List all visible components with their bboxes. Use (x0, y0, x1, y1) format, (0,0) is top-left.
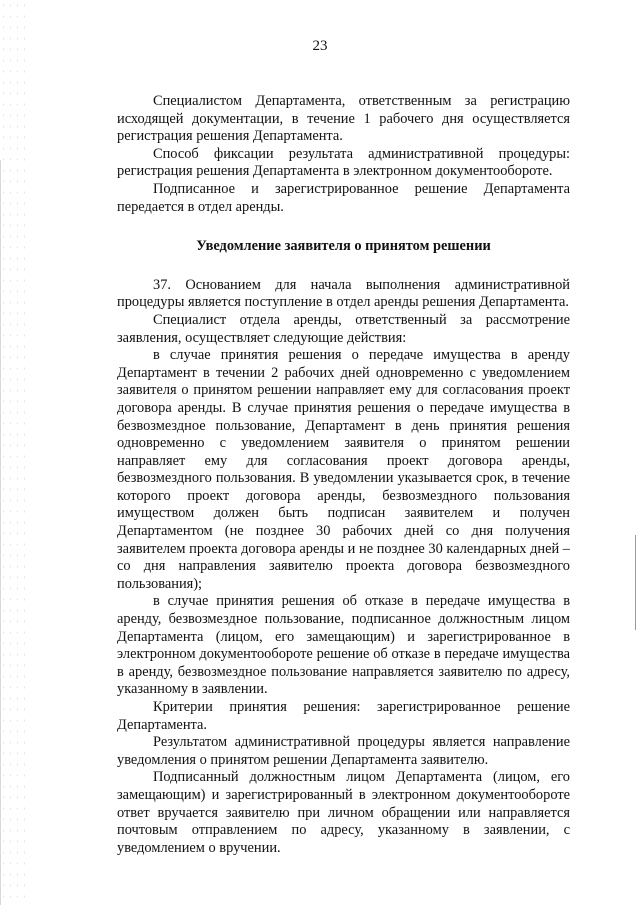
paragraph: Критерии принятия решения: зарегистрированное решение Департамента. (117, 699, 570, 733)
scan-edge-right (635, 535, 636, 630)
paragraph: в случае принятия решения о передаче имущества в аренду Департамент в течении 2 рабочих дней одновременно с уведомлением заявителя о принятом решении направляет ему для согласования проект договора аренды. В случае принятия решения о передаче имущества в безвозмездное пользование, Департамент в день принятия решения одновременно с уведомлением заявителя о принятом решении направляет ему для согласования проект договора аренды, безвозмездного пользования. В уведомлении указывается срок, в течение которого проект договора аренды, безвозмездного пользования имуществом должен быть подписан заявителем и получен Департаментом (не позднее 30 рабочих дней со дня получения заявителем проекта договора аренды и не позднее 30 календарных дней – со дня направления заявителю проекта договора безвозмездного пользования); (117, 347, 570, 592)
document-body (117, 93, 570, 857)
page-number: 23 (312, 38, 328, 54)
scan-edge-left (0, 160, 5, 905)
paragraph: Результатом административной процедуры является направление уведомления о принятом решении Департамента заявителю. (117, 734, 570, 768)
paragraph: Специалистом Департамента, ответственным за регистрацию исходящей документации, в течение 1 рабочего дня осуществляется регистрация решения Департамента. (117, 93, 570, 145)
section-heading: Уведомление заявителя о принятом решении (196, 238, 491, 255)
paragraph: Способ фиксации результата административной процедуры: регистрация решения Департамента в электронном документообороте. (117, 145, 570, 180)
paragraph: Подписанный должностным лицом Департамента (лицом, его замещающим) и зарегистрированный в электронном документообороте ответ вручается заявителю при личном обращении или направляется почтовым отправлением по адресу, указанному в заявлении, с уведомлением о вручении. (117, 769, 570, 856)
paragraph: Подписанное и зарегистрированное решение Департамента передается в отдел аренды. (117, 180, 570, 215)
paragraph: 37. Основанием для начала выполнения административной процедуры является поступление в отдел аренды решения Департамента. (117, 276, 570, 311)
paragraph: Специалист отдела аренды, ответственный за рассмотрение заявления, осуществляет следующие действия: (117, 311, 570, 346)
paragraph: в случае принятия решения об отказе в передаче имущества в аренду, безвозмездное пользование, подписанное должностным лицом Департамента (лицом, его замещающим) и зарегистрированное в электронном документообороте решение об отказе в передаче имущества в аренду, безвозмездное пользование направляется заявителю по адресу, указанному в заявлении. (117, 593, 570, 698)
